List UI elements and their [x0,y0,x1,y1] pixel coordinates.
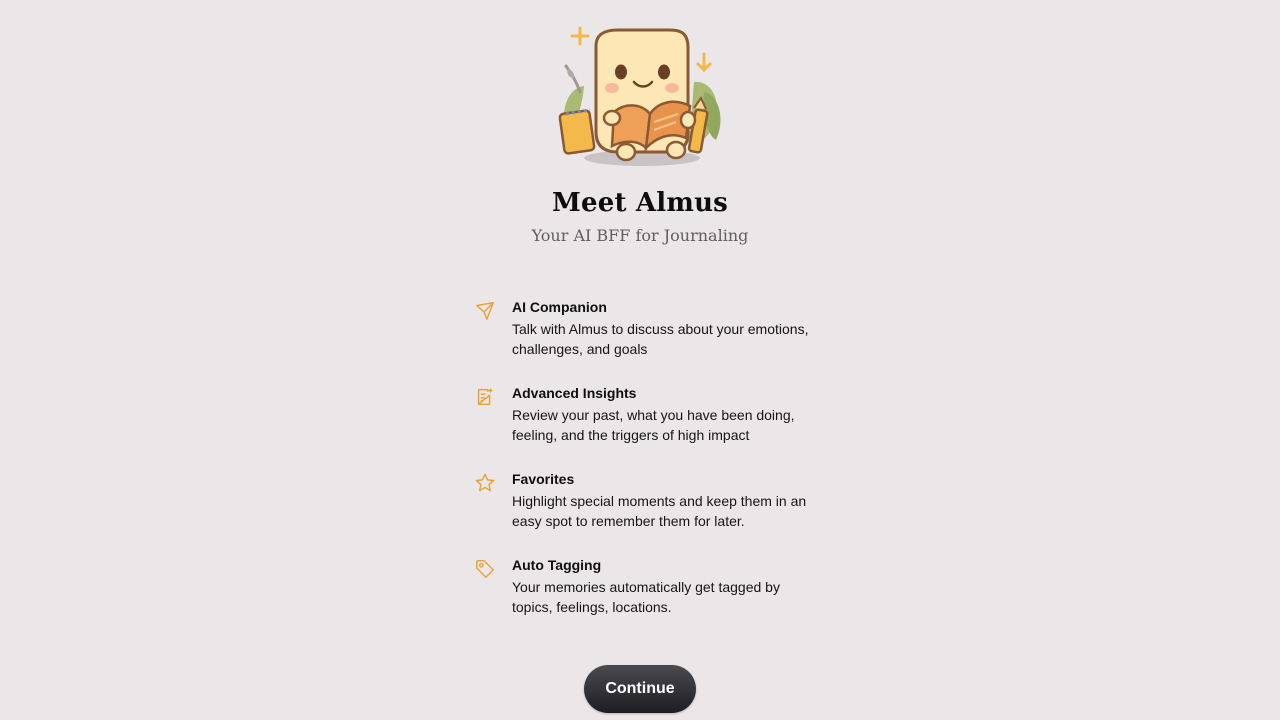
insights-note-icon [474,386,496,408]
feature-list [474,298,814,642]
star-icon [474,472,496,494]
feature-description: Talk with Almus to discuss about your emotions, challenges, and goals [512,321,809,357]
feature-auto-tagging [474,556,814,642]
paper-plane-icon [474,300,496,322]
feature-title: Favorites [512,471,575,487]
page-title: Meet Almus [551,188,729,218]
feature-description: Review your past, what you have been doing, feeling, and the triggers of high impact [512,407,795,443]
feature-advanced-insights [474,384,814,470]
feature-description: Highlight special moments and keep them in an easy spot to remember them for later. [512,493,807,529]
feature-favorites [474,470,814,556]
feature-description: Your memories automatically get tagged by topics, feelings, locations. [512,579,780,615]
tag-icon [474,558,496,580]
continue-button[interactable]: Continue [584,665,696,713]
feature-ai-companion [474,298,814,384]
feature-title: Auto Tagging [512,557,602,573]
feature-title: AI Companion [512,299,607,315]
feature-title: Advanced Insights [512,385,637,401]
page-subtitle: Your AI BFF for Journaling [531,226,749,245]
mascot-reading-book-illustration [554,22,730,170]
